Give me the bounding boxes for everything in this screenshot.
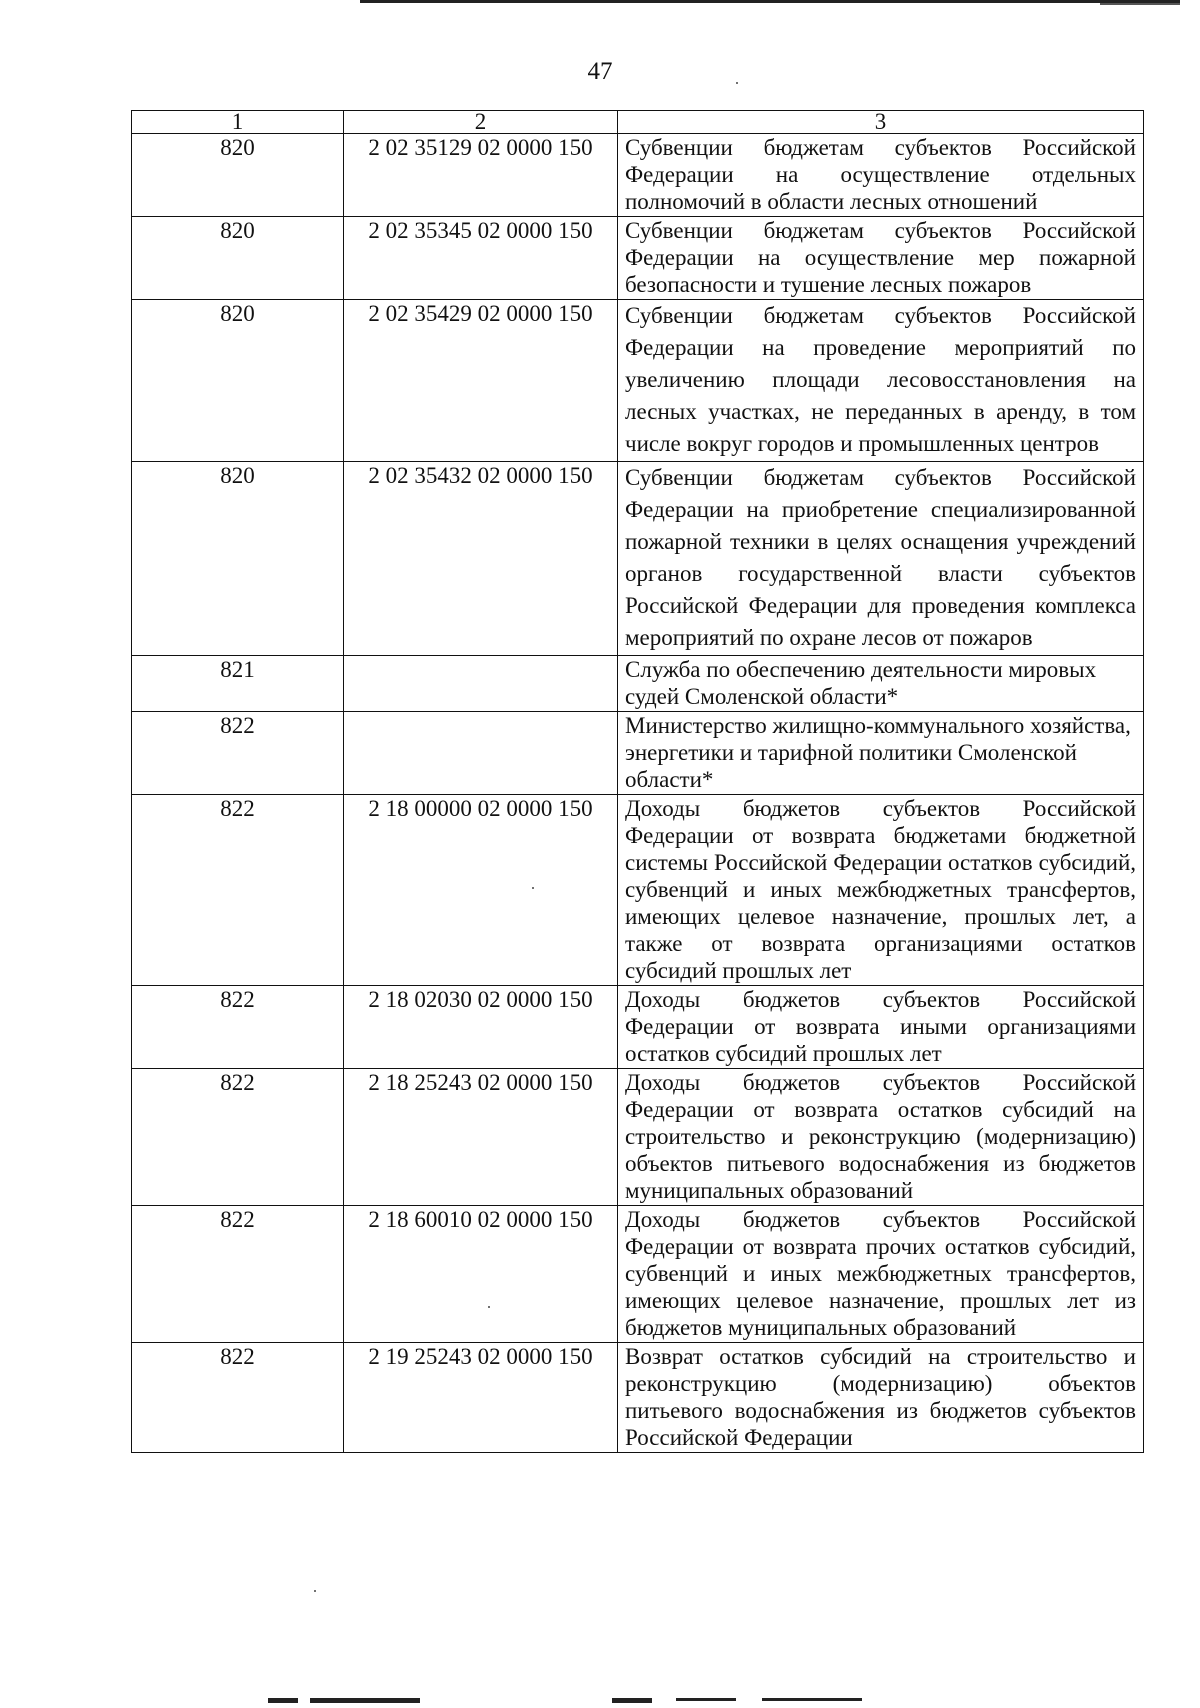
revenue-name-cell: Министерство жилищно-коммунального хозяйства, энергетики и тарифной политики Смоленской области* — [618, 712, 1144, 795]
table-row — [132, 712, 1144, 795]
admin-code-cell: 820 — [132, 217, 344, 300]
revenue-name-cell: Субвенции бюджетам субъектов Российской Федерации на приобретение специализированной пожарной техники в целях оснащения учреждений органов государственной власти субъектов Российской Федерации для проведения комплекса мероприятий по охране лесов от пожаров — [618, 462, 1144, 656]
revenue-code-cell: 2 02 35345 02 0000 150 — [344, 217, 618, 300]
admin-code-cell: 822 — [132, 1206, 344, 1343]
revenue-code-cell: 2 02 35129 02 0000 150 — [344, 134, 618, 217]
revenue-code-cell — [344, 656, 618, 712]
admin-code-cell: 822 — [132, 986, 344, 1069]
admin-code-cell: 822 — [132, 712, 344, 795]
revenue-code-cell: 2 18 60010 02 0000 150 — [344, 1206, 618, 1343]
column-header: 2 — [344, 111, 618, 134]
scan-edge-mark — [612, 1698, 652, 1703]
revenue-code-cell — [344, 712, 618, 795]
revenue-name-cell: Доходы бюджетов субъектов Российской Федерации от возврата прочих остатков субсидий, субвенций и иных межбюджетных трансфертов, имеющих целевое назначение, прошлых лет из бюджетов муниципальных образований — [618, 1206, 1144, 1343]
revenue-code-cell: 2 18 02030 02 0000 150 — [344, 986, 618, 1069]
revenue-code-cell: 2 18 00000 02 0000 150 — [344, 795, 618, 986]
scan-edge-line — [1100, 3, 1180, 5]
scan-edge-mark — [762, 1698, 862, 1701]
table-row — [132, 217, 1144, 300]
scan-edge-mark — [310, 1698, 420, 1703]
table-row — [132, 986, 1144, 1069]
admin-code-cell: 820 — [132, 134, 344, 217]
table-row — [132, 300, 1144, 462]
scan-edge-mark — [676, 1698, 736, 1701]
revenue-code-cell: 2 19 25243 02 0000 150 — [344, 1343, 618, 1453]
revenue-name-cell: Субвенции бюджетам субъектов Российской Федерации на осуществление мер пожарной безопасности и тушение лесных пожаров — [618, 217, 1144, 300]
table-row — [132, 134, 1144, 217]
revenue-name-cell: Возврат остатков субсидий на строительство и реконструкцию (модернизацию) объектов питьевого водоснабжения из бюджетов субъектов Российской Федерации — [618, 1343, 1144, 1453]
scan-speck — [736, 82, 738, 84]
admin-code-cell: 822 — [132, 1069, 344, 1206]
table-row — [132, 1069, 1144, 1206]
table-header-row — [132, 111, 1144, 134]
column-header: 1 — [132, 111, 344, 134]
revenue-name-cell: Субвенции бюджетам субъектов Российской Федерации на проведение мероприятий по увеличению площади лесовосстановления на лесных участках, не переданных в аренду, в том числе вокруг городов и промышленных центров — [618, 300, 1144, 462]
table-row — [132, 462, 1144, 656]
revenue-name-cell: Субвенции бюджетам субъектов Российской Федерации на осуществление отдельных полномочий в области лесных отношений — [618, 134, 1144, 217]
admin-code-cell: 820 — [132, 462, 344, 656]
scan-edge-mark — [268, 1698, 298, 1703]
scan-speck — [314, 1590, 316, 1592]
table-row — [132, 1343, 1144, 1453]
revenue-name-cell: Доходы бюджетов субъектов Российской Федерации от возврата остатков субсидий на строительство и реконструкцию (модернизацию) объектов питьевого водоснабжения из бюджетов муниципальных образований — [618, 1069, 1144, 1206]
table-row — [132, 795, 1144, 986]
revenue-code-cell: 2 18 25243 02 0000 150 — [344, 1069, 618, 1206]
column-header: 3 — [618, 111, 1144, 134]
revenue-code-cell: 2 02 35432 02 0000 150 — [344, 462, 618, 656]
revenue-name-cell: Доходы бюджетов субъектов Российской Федерации от возврата иными организациями остатков субсидий прошлых лет — [618, 986, 1144, 1069]
page-number: 47 — [587, 58, 613, 85]
scan-edge-line — [360, 0, 1180, 3]
revenue-name-cell: Служба по обеспечению деятельности мировых судей Смоленской области* — [618, 656, 1144, 712]
admin-code-cell: 822 — [132, 1343, 344, 1453]
revenue-code-cell: 2 02 35429 02 0000 150 — [344, 300, 618, 462]
revenue-name-cell: Доходы бюджетов субъектов Российской Федерации от возврата бюджетами бюджетной системы Российской Федерации остатков субсидий, субвенций и иных межбюджетных трансфертов, имеющих целевое назначение, прошлых лет, а также от возврата организациями остатков субсидий прошлых лет — [618, 795, 1144, 986]
admin-code-cell: 822 — [132, 795, 344, 986]
admin-code-cell: 821 — [132, 656, 344, 712]
revenue-codes-table — [131, 110, 1144, 1453]
table-row — [132, 656, 1144, 712]
table-row — [132, 1206, 1144, 1343]
admin-code-cell: 820 — [132, 300, 344, 462]
